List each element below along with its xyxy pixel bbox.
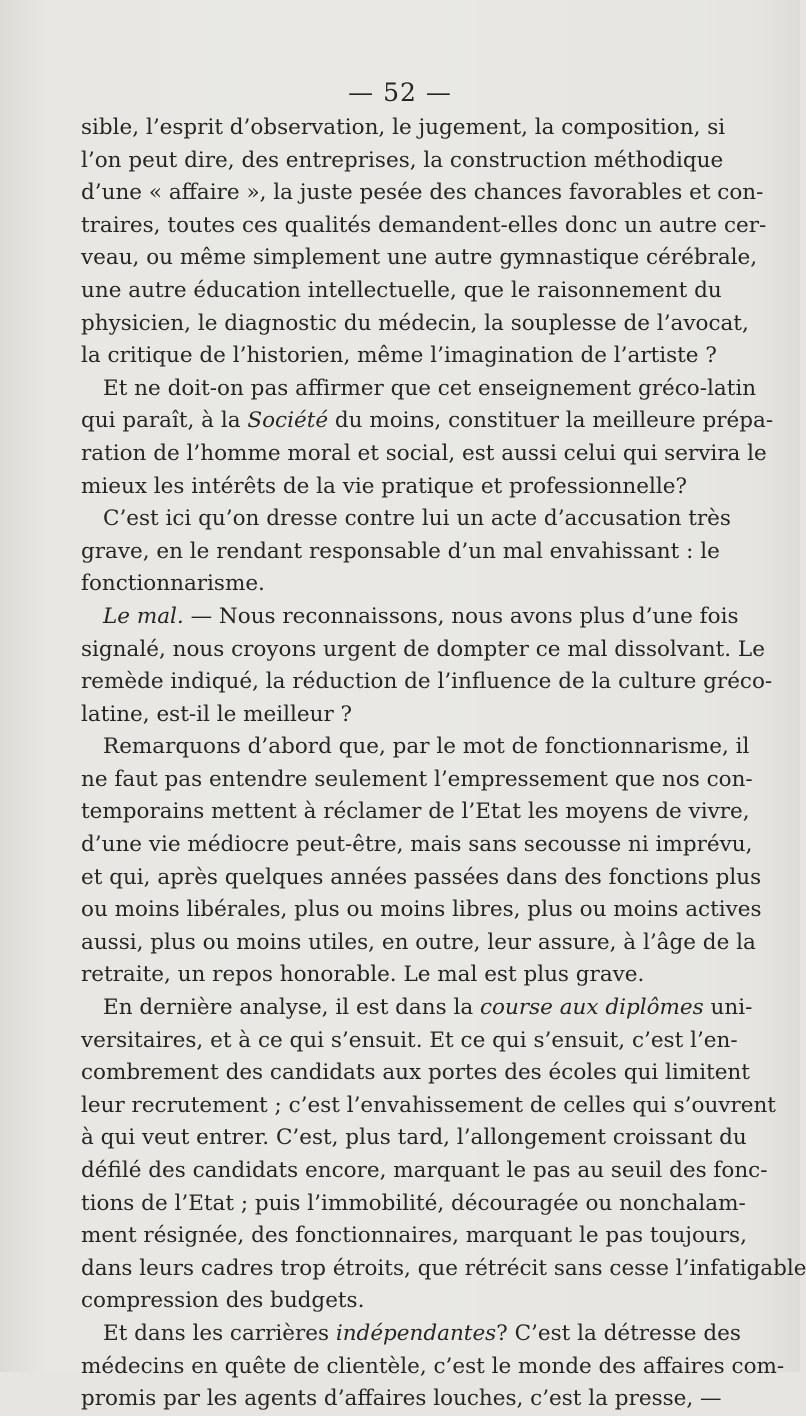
text-line: d’une vie médiocre peut-être, mais sans secousse ni imprévu, <box>81 832 753 858</box>
text-line: promis par les agents d’affaires louches, c’est la presse, — <box>81 1386 722 1412</box>
page-number: — 52 — <box>348 78 452 107</box>
text-line: veau, ou même simplement une autre gymnastique cérébrale, <box>81 245 758 271</box>
text-line: physicien, le diagnostic du médecin, la souplesse de l’avocat, <box>81 310 749 336</box>
text-line: latine, est-il le meilleur ? <box>81 701 353 727</box>
text-line: mieux les intérêts de la vie pratique et professionnelle? <box>81 473 687 499</box>
text-line: l’on peut dire, des entreprises, la construction méthodique <box>81 147 724 173</box>
italic-text: indépendantes <box>335 1320 497 1346</box>
text-run: Et dans les carrières <box>103 1320 336 1346</box>
text-line: ou moins libérales, plus ou moins libres, plus ou moins actives <box>81 897 762 923</box>
text-line <box>81 992 753 1025</box>
text-line: grave, en le rendant responsable d’un mal envahissant : le <box>81 538 720 564</box>
body-text <box>81 112 806 1416</box>
text-line: défilé des candidats encore, marquant le pas au seuil des fonc- <box>81 1158 768 1183</box>
text-line: leur recrutement ; c’est l’envahissement de celles qui s’ouvrent <box>81 1092 776 1118</box>
text-line: d’une « affaire », la juste pesée des chances favorables et con- <box>81 180 764 206</box>
text-line: dans leurs cadres trop étroits, que rétrécit sans cesse l’infatigable <box>81 1255 806 1281</box>
text-line: signalé, nous croyons urgent de dompter ce mal dissolvant. Le <box>81 636 765 662</box>
text-line: ne faut pas entendre seulement l’empressement que nos con- <box>81 766 753 792</box>
text-line <box>81 405 774 438</box>
text-line: médecins en quête de clientèle, c’est le monde des affaires com- <box>81 1353 785 1379</box>
italic-text: Le mal. <box>103 603 184 629</box>
text-line: combrement des candidats aux portes des écoles qui limitent <box>81 1060 750 1086</box>
text-line: ment résignée, des fonctionnaires, marquant le pas toujours, <box>81 1223 747 1249</box>
text-line: remède indiqué, la réduction de l’influence de la culture gréco- <box>81 669 773 695</box>
italic-text: Société <box>247 408 329 434</box>
text-line <box>81 601 739 634</box>
text-line <box>81 1318 741 1351</box>
text-line: ration de l’homme moral et social, est aussi celui qui servira le <box>81 440 767 466</box>
text-line: Et ne doit-on pas affirmer que cet enseignement gréco-latin <box>103 375 757 401</box>
text-line: à qui veut entrer. C’est, plus tard, l’allongement croissant du <box>81 1125 747 1151</box>
text-line: retraite, un repos honorable. Le mal est plus grave. <box>81 962 645 988</box>
text-run: ? C’est la détresse des <box>496 1320 741 1346</box>
text-line: Remarquons d’abord que, par le mot de fonctionnarisme, il <box>103 734 750 760</box>
text-run: — Nous reconnaissons, nous avons plus d’une fois <box>183 603 739 629</box>
text-line: une autre éducation intellectuelle, que le raisonnement du <box>81 277 722 303</box>
text-line: compression des budgets. <box>81 1288 365 1314</box>
text-line: fonctionnarisme. <box>81 571 265 597</box>
text-line: aussi, plus ou moins utiles, en outre, leur assure, à l’âge de la <box>81 929 756 955</box>
text-line: tions de l’Etat ; puis l’immobilité, découragée ou nonchalam- <box>81 1190 746 1216</box>
text-line: sible, l’esprit d’observation, le jugement, la composition, si <box>81 115 726 140</box>
text-line: temporains mettent à réclamer de l’Etat les moyens de vivre, <box>81 799 750 825</box>
italic-text: course aux diplômes <box>480 995 704 1021</box>
text-run: du moins, constituer la meilleure prépa- <box>328 408 774 434</box>
text-line: versitaires, et à ce qui s’ensuit. Et ce qui s’ensuit, c’est l’en- <box>81 1027 738 1053</box>
text-run: uni- <box>703 995 753 1021</box>
text-line: C’est ici qu’on dresse contre lui un acte d’accusation très <box>103 506 731 532</box>
text-line: et qui, après quelques années passées dans des fonctions plus <box>81 864 762 890</box>
text-line: traires, toutes ces qualités demandent-elles donc un autre cer- <box>81 212 767 238</box>
text-line: la critique de l’historien, même l’imagination de l’artiste ? <box>81 343 717 369</box>
text-run: qui paraît, à la <box>81 408 248 434</box>
text-run: En dernière analyse, il est dans la <box>103 995 480 1021</box>
